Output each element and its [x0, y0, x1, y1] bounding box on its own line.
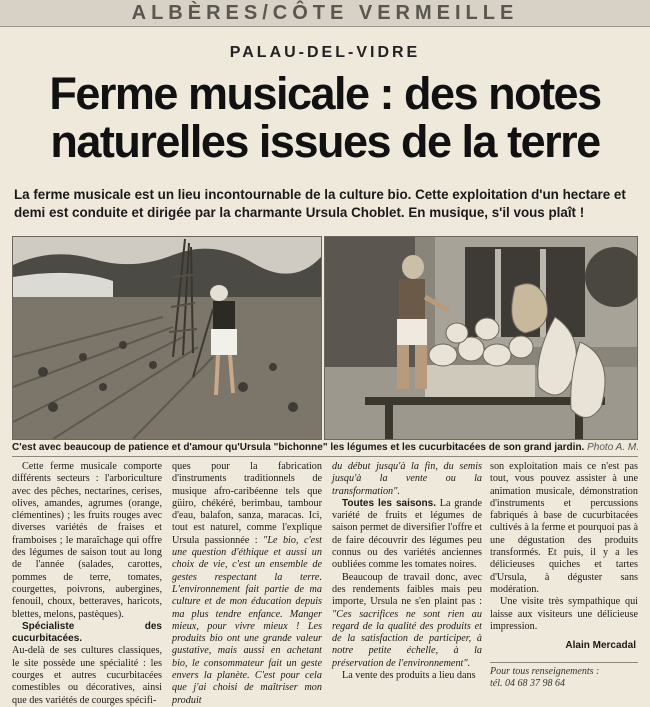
contact-info: [490, 662, 638, 690]
quote: "Le bio, c'est une question d'éthique et aussi un choix de vie, c'est un ensemble de gestes respectant la terre. L'environnement fait partie de ma culture et de mon éducation depuis ma plus tendre enfance. Manger mieux, pour vivre mieux ! Les produits bio ont une grande valeur gustative, mais aussi en achetant bio, le consommateur fait un geste envers la planète. C'est pour cela que j'ai choisi de maîtriser mon produit: [172, 534, 322, 706]
garden-photo: [12, 236, 322, 440]
paragraph: son exploitation mais ce n'est pas tout, vous pouvez assister à une animation musicale, démonstration d'instruments et percussions fabriqués à base de cucurbitacées cultivés à la ferme et pourquoi pas à une dégustation des produits transformés. Et puis, il y a les délicieuses quiches et tartes d'Ursula, à déguster sans modération.: [490, 461, 638, 595]
paragraph: La grande variété de fruits et légumes de saison permet de diversifier l'offre et de faire découvrir des légumes peu connus ou des variétés anciennes oubliées comme les tomates noires.: [332, 497, 483, 571]
gourds-photo-illustration: [325, 237, 637, 439]
article-column-2: [172, 461, 322, 707]
lede: La ferme musicale est un lieu incontournable de la culture bio. Cette exploitation d'un hectare et demi est conduite et dirigée par la charmante Ursula Choblet. En musique, s'il vous plaît !: [14, 187, 626, 220]
quote: "Ces sacrifices ne sont rien au regard de la qualité des produits et de la satisfaction de participer, à notre petite échelle, à la préservation de l'environnement".: [332, 608, 482, 669]
headline: Ferme musicale : des notes naturelles issues de la terre: [49, 68, 601, 167]
gourds-photo: [324, 236, 638, 440]
article-column-3: [332, 461, 482, 682]
paragraph: Beaucoup de travail donc, avec des rendements faibles mais peu importe, Ursula ne s'en plaint pas :: [332, 571, 482, 608]
paragraph: Une visite très sympathique qui laisse aux visiteurs une délicieuse impression.: [490, 596, 638, 632]
photo-caption: [12, 441, 640, 454]
paragraph: ques pour la fabrication d'instruments traditionnels de musique afro-caribéenne tels que güiro, chékéré, berimbau, tambour d'eau, balafon, sanza, maracas. Ici, tout est naturel, comme l'explique Ursula passionnée :: [172, 461, 322, 546]
subheading: Toutes les saisons.: [342, 497, 436, 509]
photo-credit: Photo A. M.: [587, 442, 639, 453]
location-kicker: PALAU-DEL-VIDRE: [229, 44, 421, 61]
quote: du début jusqu'à la fin, du semis jusqu'à la vente ou la transformation".: [332, 461, 482, 497]
garden-photo-illustration: [13, 237, 321, 439]
article-column-1: [12, 461, 162, 707]
paragraph: Au-delà de ses cultures classiques, le site possède une spécialité : les courges et autres cucurbitacées comestibles ou décoratives, ainsi que des variétés de courges spécifi-: [12, 645, 162, 706]
paragraph: Cette ferme musicale comporte différents secteurs : l'arboriculture avec des pêches, nectarines, cerises, olives, amandes, agrumes (orange, clémentines) ; les fruits rouges avec diverses variétés de fraises et framboises ; le maraîchage qui offre des légumes de saison tout au long de l'année (salades, carottes, pommes de terre, tomates, courgettes, poivrons, aubergines, fenouil, choux, betteraves, haricots, blettes, melons, pastèques).: [12, 461, 162, 620]
paragraph: La vente des produits a lieu dans: [342, 670, 476, 682]
caption-text: C'est avec beaucoup de patience et d'amour qu'Ursula "bichonne" les légumes et les cucurbitacées de son grand jardin.: [12, 442, 585, 453]
author-signature: Alain Mercadal: [565, 640, 636, 651]
section-header: ALBÈRES/CÔTE VERMEILLE: [0, 0, 650, 27]
contact-phone: tél. 04 68 37 98 64: [490, 678, 565, 689]
article-column-4: [490, 461, 638, 633]
caption-divider: [12, 456, 638, 457]
subheading: Spécialiste des cucurbitacées.: [12, 620, 162, 645]
contact-label: Pour tous renseignements :: [490, 666, 600, 677]
